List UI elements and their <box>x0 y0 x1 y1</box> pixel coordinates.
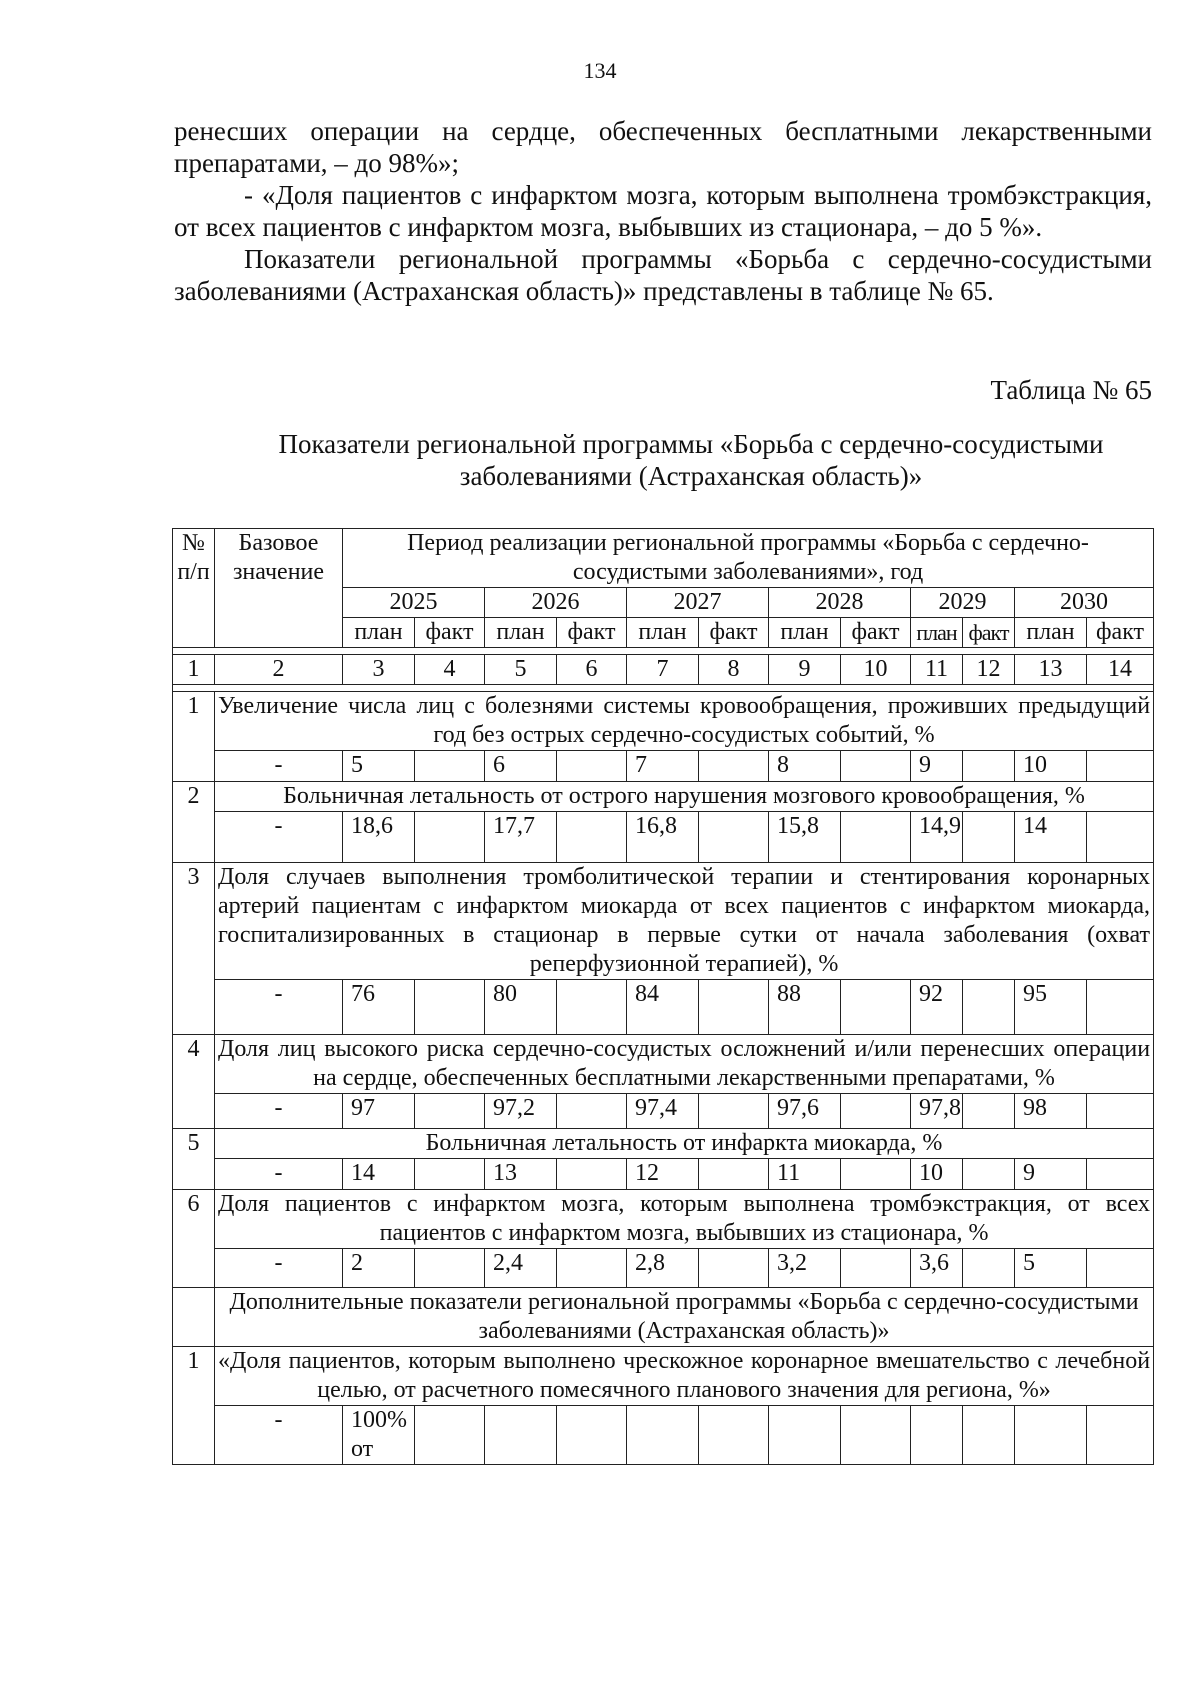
plan-value: 11 <box>769 1159 841 1190</box>
fact-value <box>557 1094 627 1129</box>
fact-value <box>557 980 627 1035</box>
indicator-title-row <box>173 1129 1154 1159</box>
fact-value <box>557 1249 627 1288</box>
base-value: - <box>215 1406 343 1465</box>
plan-value: 88 <box>769 980 841 1035</box>
base-value: - <box>215 980 343 1035</box>
plan-value <box>627 1406 699 1465</box>
plan-value: 8 <box>769 751 841 782</box>
indicator-title-row <box>173 782 1154 812</box>
fact-value <box>963 1249 1015 1288</box>
header-num: № п/п <box>173 529 215 648</box>
column-number-row <box>173 655 1154 685</box>
plan-value: 5 <box>1015 1249 1087 1288</box>
fact-value <box>415 812 485 863</box>
plan-value: 3,2 <box>769 1249 841 1288</box>
column-number: 4 <box>415 655 485 685</box>
header-base: Базовое значение <box>215 529 343 648</box>
fact-value <box>841 980 911 1035</box>
indicators-table-wrap <box>172 528 1153 1465</box>
indicator-title: Доля случаев выполнения тромболитической терапии и стентирования коронарных артерий пациентам с инфарктом миокарда от всех пациентов с инфарктом миокарда, госпитализированных в стационар в первые сутки от начала заболевания (охват реперфузионной терапией), % <box>215 863 1154 980</box>
paragraph: Показатели региональной программы «Борьба с сердечно-сосудистыми заболеваниями (Астраханская область)» представлены в таблице № 65. <box>174 244 1152 306</box>
fact-header: факт <box>963 618 1015 648</box>
fact-value <box>841 1406 911 1465</box>
plan-value: 98 <box>1015 1094 1087 1129</box>
plan-value: 14 <box>343 1159 415 1190</box>
column-number: 6 <box>557 655 627 685</box>
indicator-title-row <box>173 863 1154 980</box>
year-header: 2030 <box>1015 588 1154 618</box>
header-period: Период реализации региональной программы «Борьба с сердечно-сосудистыми заболеваниями», год <box>343 529 1154 588</box>
plan-value: 12 <box>627 1159 699 1190</box>
base-value: - <box>215 1094 343 1129</box>
fact-value <box>415 1159 485 1190</box>
indicator-title-row <box>173 1035 1154 1094</box>
fact-value <box>557 812 627 863</box>
additional-title: Дополнительные показатели региональной программы «Борьба с сердечно-сосудистыми заболеваниями (Астраханская область)» <box>215 1288 1154 1347</box>
base-value: - <box>215 751 343 782</box>
page-number: 134 <box>583 58 617 83</box>
fact-header: факт <box>699 618 769 648</box>
plan-value: 16,8 <box>627 812 699 863</box>
plan-value <box>769 1406 841 1465</box>
plan-value: 18,6 <box>343 812 415 863</box>
header-row <box>173 529 1154 588</box>
fact-value <box>1087 1249 1154 1288</box>
spacer-row <box>173 648 1154 655</box>
plan-value: 2,4 <box>485 1249 557 1288</box>
fact-value <box>841 1249 911 1288</box>
indicator-number: 1 <box>173 1347 215 1465</box>
fact-value <box>963 980 1015 1035</box>
plan-value: 97 <box>343 1094 415 1129</box>
year-header: 2027 <box>627 588 769 618</box>
fact-value <box>415 1094 485 1129</box>
indicator-number: 1 <box>173 692 215 782</box>
plan-value: 97,2 <box>485 1094 557 1129</box>
column-number: 10 <box>841 655 911 685</box>
paragraph: ренесших операции на сердце, обеспеченных бесплатными лекарственными препаратами, – до 98%»; <box>174 116 1152 178</box>
plan-value: 9 <box>1015 1159 1087 1190</box>
plan-value: 97,8 <box>911 1094 963 1129</box>
values-row <box>173 1159 1154 1190</box>
column-number: 1 <box>173 655 215 685</box>
plan-value <box>911 1406 963 1465</box>
plan-value: 97,4 <box>627 1094 699 1129</box>
column-number: 5 <box>485 655 557 685</box>
plan-header: план <box>485 618 557 648</box>
plan-value: 14,9 <box>911 812 963 863</box>
base-value: - <box>215 1159 343 1190</box>
fact-value <box>1087 1094 1154 1129</box>
spacer-cell <box>173 648 1154 655</box>
year-header: 2028 <box>769 588 911 618</box>
column-number: 11 <box>911 655 963 685</box>
plan-value: 10 <box>911 1159 963 1190</box>
year-header: 2026 <box>485 588 627 618</box>
indicator-title-row <box>173 1347 1154 1406</box>
table-body <box>173 529 1154 1465</box>
fact-value <box>963 1406 1015 1465</box>
plan-header: план <box>1015 618 1087 648</box>
indicator-title: «Доля пациентов, которым выполнено чрескожное коронарное вмешательство с лечебной целью, от расчетного помесячного планового значения для региона, %» <box>215 1347 1154 1406</box>
fact-value <box>557 751 627 782</box>
column-number: 9 <box>769 655 841 685</box>
fact-value <box>699 1159 769 1190</box>
plan-value: 17,7 <box>485 812 557 863</box>
table-title: Показатели региональной программы «Борьба с сердечно-сосудистыми заболеваниями (Астраханская область)» <box>278 429 1104 491</box>
fact-value <box>415 980 485 1035</box>
indicator-number: 5 <box>173 1129 215 1190</box>
fact-value <box>963 751 1015 782</box>
values-row <box>173 812 1154 863</box>
indicators-table <box>172 528 1154 1465</box>
column-number: 14 <box>1087 655 1154 685</box>
indicator-title: Доля лиц высокого риска сердечно-сосудистых осложнений и/или перенесших операции на сердце, обеспеченных бесплатными лекарственными препаратами, % <box>215 1035 1154 1094</box>
column-number: 2 <box>215 655 343 685</box>
fact-value <box>1087 812 1154 863</box>
fact-header: факт <box>1087 618 1154 648</box>
plan-value: 3,6 <box>911 1249 963 1288</box>
fact-header: факт <box>557 618 627 648</box>
column-number: 3 <box>343 655 415 685</box>
plan-value <box>1015 1406 1087 1465</box>
column-number: 13 <box>1015 655 1087 685</box>
year-header: 2029 <box>911 588 1015 618</box>
paragraph: - «Доля пациентов с инфарктом мозга, которым выполнена тромбэкстракция, от всех пациентов с инфарктом мозга, выбывших из стационара, – до 5 %». <box>174 180 1152 242</box>
fact-value <box>1087 1159 1154 1190</box>
fact-value <box>1087 980 1154 1035</box>
plan-value: 95 <box>1015 980 1087 1035</box>
fact-value <box>415 1249 485 1288</box>
additional-title-row <box>173 1288 1154 1347</box>
base-value: - <box>215 812 343 863</box>
fact-value <box>699 1406 769 1465</box>
fact-value <box>699 1249 769 1288</box>
fact-value <box>699 1094 769 1129</box>
fact-value <box>841 1159 911 1190</box>
fact-header: факт <box>415 618 485 648</box>
plan-value: 97,6 <box>769 1094 841 1129</box>
year-header: 2025 <box>343 588 485 618</box>
fact-value <box>963 812 1015 863</box>
plan-value: 2,8 <box>627 1249 699 1288</box>
plan-value: 80 <box>485 980 557 1035</box>
table-number: Таблица № 65 <box>990 375 1152 405</box>
plan-value: 10 <box>1015 751 1087 782</box>
base-value: - <box>215 1249 343 1288</box>
fact-value <box>699 812 769 863</box>
column-number: 7 <box>627 655 699 685</box>
values-row <box>173 1406 1154 1465</box>
plan-value: 9 <box>911 751 963 782</box>
plan-value: 92 <box>911 980 963 1035</box>
indicator-number: 4 <box>173 1035 215 1129</box>
values-row <box>173 751 1154 782</box>
plan-value: 7 <box>627 751 699 782</box>
plan-value: 84 <box>627 980 699 1035</box>
fact-value <box>415 751 485 782</box>
indicator-title: Увеличение числа лиц с болезнями системы кровообращения, проживших предыдущий год без острых сердечно-сосудистых событий, % <box>215 692 1154 751</box>
fact-value <box>841 1094 911 1129</box>
values-row <box>173 1249 1154 1288</box>
fact-value <box>963 1159 1015 1190</box>
plan-value <box>485 1406 557 1465</box>
plan-header: план <box>769 618 841 648</box>
indicator-title-row <box>173 692 1154 751</box>
plan-value: 15,8 <box>769 812 841 863</box>
plan-value: 6 <box>485 751 557 782</box>
indicator-number: 2 <box>173 782 215 863</box>
plan-value: 13 <box>485 1159 557 1190</box>
body-text <box>174 115 1152 307</box>
plan-header: план <box>343 618 415 648</box>
additional-number-empty <box>173 1288 215 1347</box>
fact-value <box>1087 1406 1154 1465</box>
values-row <box>173 1094 1154 1129</box>
fact-value <box>841 812 911 863</box>
fact-value <box>557 1406 627 1465</box>
column-number: 8 <box>699 655 769 685</box>
indicator-number: 6 <box>173 1190 215 1288</box>
indicator-title-row <box>173 1190 1154 1249</box>
plan-header: план <box>911 618 963 648</box>
indicator-title: Больничная летальность от острого нарушения мозгового кровообращения, % <box>215 782 1154 812</box>
spacer-cell <box>173 685 1154 692</box>
column-number: 12 <box>963 655 1015 685</box>
spacer-row <box>173 685 1154 692</box>
fact-value <box>557 1159 627 1190</box>
indicator-number: 3 <box>173 863 215 1035</box>
plan-value: 2 <box>343 1249 415 1288</box>
plan-value: 14 <box>1015 812 1087 863</box>
fact-value <box>841 751 911 782</box>
indicator-title: Больничная летальность от инфаркта миокарда, % <box>215 1129 1154 1159</box>
plan-value: 5 <box>343 751 415 782</box>
fact-value <box>963 1094 1015 1129</box>
fact-value <box>1087 751 1154 782</box>
fact-header: факт <box>841 618 911 648</box>
indicator-title: Доля пациентов с инфарктом мозга, которым выполнена тромбэкстракция, от всех пациентов с инфарктом мозга, выбывших из стационара, % <box>215 1190 1154 1249</box>
fact-value <box>699 751 769 782</box>
fact-value <box>699 980 769 1035</box>
plan-header: план <box>627 618 699 648</box>
fact-value <box>415 1406 485 1465</box>
values-row <box>173 980 1154 1035</box>
plan-value: 100% от <box>343 1406 415 1465</box>
plan-value: 76 <box>343 980 415 1035</box>
